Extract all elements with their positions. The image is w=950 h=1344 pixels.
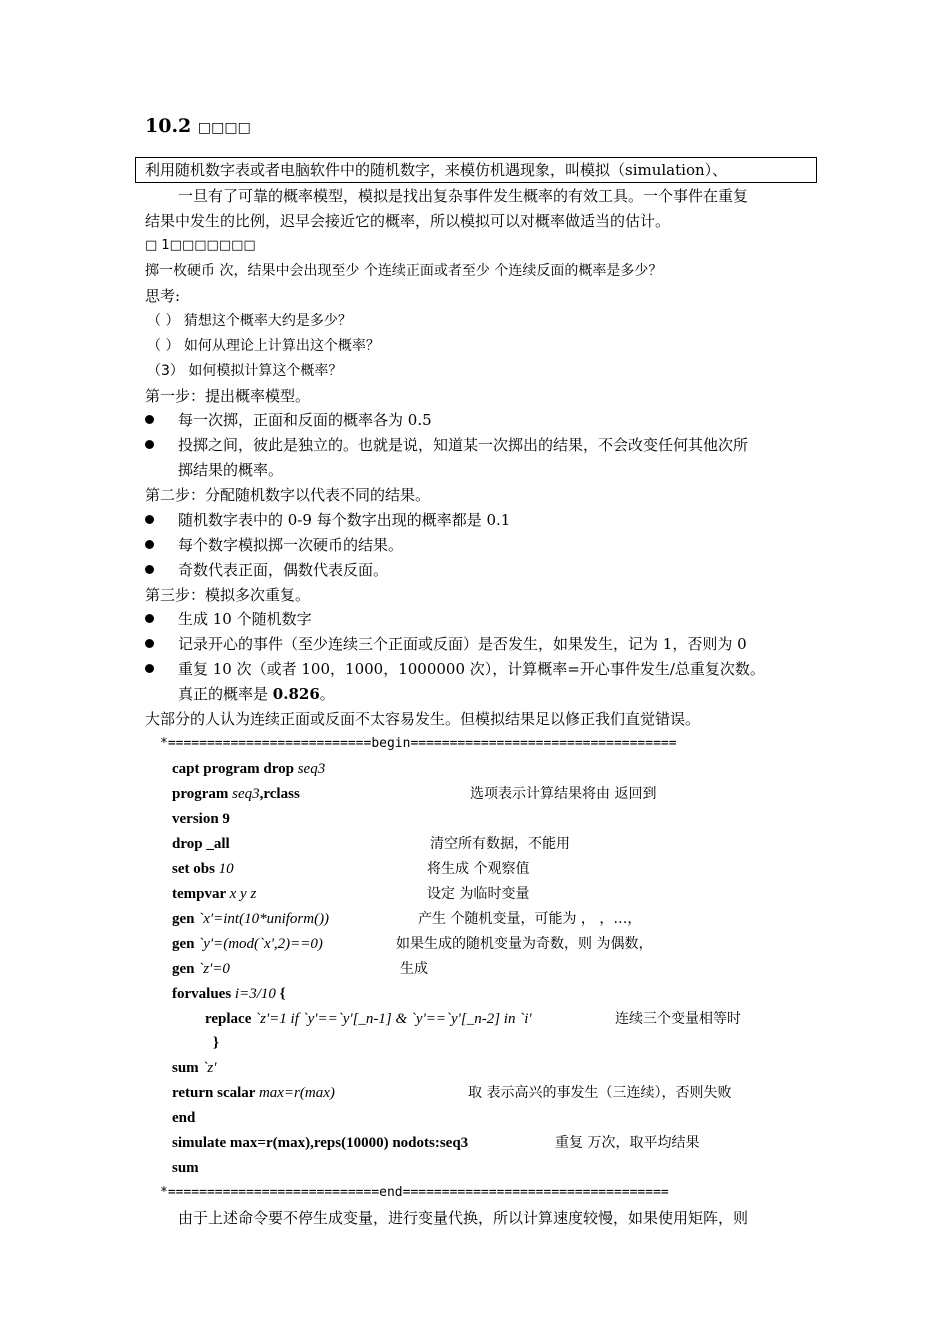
think-label: 思考: (145, 287, 181, 305)
true-probability (178, 684, 335, 704)
code-comment-5: 产生 个随机变量，可能为 ， ，…， (418, 911, 642, 927)
problem-statement: 掷一枚硬币 次，结果中会出现至少 个连续正面或者至少 个连续反面的概率是多少？ (145, 263, 663, 279)
code-line-8 (172, 934, 323, 954)
code-arg: `x'=int(10*uniform()) (198, 911, 330, 927)
code-arg: `y'=(mod(`x',2)==0) (198, 936, 323, 952)
code-keyword: end (172, 1110, 196, 1126)
step2-bullet-2: 每个数字模拟掷一次硬币的结果。 (178, 536, 404, 554)
code-keyword: gen (172, 961, 199, 977)
code-keyword: ,rclass (259, 786, 300, 802)
bullet-dot (145, 415, 154, 424)
code-comment-10: 重复 万次，取平均结果 (555, 1135, 700, 1151)
code-line-9 (172, 959, 230, 979)
code-keyword: capt program drop (172, 761, 298, 777)
code-keyword: gen (172, 936, 199, 952)
section-title-glyphs: □□□□ (197, 120, 251, 136)
code-keyword: } (213, 1035, 219, 1051)
code-keyword: { (275, 986, 286, 1002)
step3-bullet-2: 记录开心的事件（至少连续三个正面或反面）是否发生，如果发生，记为 1，否则为 0 (178, 635, 747, 653)
code-arg: max=r(max) (258, 1085, 335, 1101)
code-keyword: forvalues (172, 986, 235, 1002)
question-1: （ ） 猜想这个概率大约是多少？ (147, 313, 352, 329)
code-keyword: program (172, 786, 233, 802)
code-comment-1: 选项表示计算结果将由 返回到 (470, 786, 657, 802)
definition-text: 利用随机数字表或者电脑软件中的随机数字，来模仿机遇现象，叫模拟（simulation）、 (145, 161, 728, 179)
bullet-dot (145, 614, 154, 623)
code-line-3 (172, 809, 230, 829)
step2-bullet-1: 随机数字表中的 0-9 每个数字出现的概率都是 0.1 (178, 511, 511, 529)
code-arg: 10 (218, 861, 234, 877)
code-arg: i=3/10 (234, 986, 276, 1002)
code-line-16 (172, 1133, 468, 1153)
footer-paragraph: 由于上述命令要不停生成变量，进行变量代换，所以计算速度较慢，如果使用矩阵，则 (178, 1209, 749, 1227)
true-probability-value: 0.826 (272, 685, 320, 703)
step3-bullet-3: 重复 10 次（或者 100，1000，1000000 次），计算概率=开心事件发生/总重复次数。 (178, 660, 765, 678)
code-line-13 (172, 1058, 216, 1078)
step2-bullet-3: 奇数代表正面，偶数代表反面。 (178, 561, 389, 579)
step1-bullet-2: 投掷之间，彼此是独立的。也就是说，知道某一次掷出的结果，不会改变任何其他次所 (178, 436, 749, 454)
code-arg: seq3 (297, 761, 326, 777)
bullet-dot (145, 565, 154, 574)
code-arg: x y z (229, 886, 257, 902)
step1-bullet-2-cont: 掷结果的概率。 (178, 461, 284, 479)
bullet-dot (145, 515, 154, 524)
code-comment-9: 取 表示高兴的事发生（三连续），否则失败 (468, 1085, 732, 1101)
intro-line-2: 结果中发生的比例，迟早会接近它的概率，所以模拟可以对概率做适当的估计。 (145, 212, 671, 230)
code-line-10 (172, 984, 286, 1004)
code-keyword: version 9 (172, 811, 230, 827)
code-arg: seq3 (232, 786, 260, 802)
code-comment-2: 清空所有数据，不能用 (430, 836, 570, 852)
question-2: （ ） 如何从理论上计算出这个概率？ (147, 338, 380, 354)
bullet-dot (145, 440, 154, 449)
code-comment-6: 如果生成的随机变量为奇数，则 为偶数， (396, 936, 653, 952)
code-line-17 (172, 1158, 199, 1178)
code-arg: `z'=1 if `y'==`y'[_n-1] & `y'==`y'[_n-2] in `i' (255, 1011, 532, 1027)
code-line-6 (172, 884, 256, 904)
code-line-2 (172, 784, 300, 804)
example-label: □ 1□□□□□□□ (145, 238, 256, 253)
intro-line-1: 一旦有了可靠的概率模型，模拟是找出复杂事件发生概率的有效工具。一个事件在重复 (178, 187, 749, 205)
code-keyword: return scalar (172, 1085, 259, 1101)
step1-bullet-1: 每一次掷，正面和反面的概率各为 0.5 (178, 411, 432, 429)
code-keyword: tempvar (172, 886, 230, 902)
section-title (145, 116, 251, 138)
code-line-14 (172, 1083, 335, 1103)
true-probability-label: 真正的概率是 (178, 685, 273, 703)
code-line-12 (213, 1033, 219, 1053)
conclusion: 大部分的人认为连续正面或反面不太容易发生。但模拟结果足以修正我们直觉错误。 (145, 710, 701, 728)
code-line-5 (172, 859, 234, 879)
code-keyword: simulate max=r(max),reps(10000) nodots:seq3 (172, 1135, 469, 1151)
code-line-11 (205, 1009, 532, 1029)
code-keyword: gen (172, 911, 199, 927)
question-3: （3） 如何模拟计算这个概率？ (147, 363, 343, 379)
code-keyword: replace (205, 1011, 256, 1027)
bullet-dot (145, 639, 154, 648)
code-comment-4: 设定 为临时变量 (427, 886, 530, 902)
step2-title: 第二步：分配随机数字以代表不同的结果。 (145, 486, 431, 504)
code-keyword: sum (172, 1160, 199, 1176)
step3-bullet-1: 生成 10 个随机数字 (178, 610, 312, 628)
code-arg: `z' (202, 1060, 217, 1076)
code-keyword: drop _all (172, 836, 230, 852)
step1-title: 第一步：提出概率模型。 (145, 387, 311, 405)
code-keyword: set obs (172, 861, 219, 877)
code-line-7 (172, 909, 329, 929)
code-comment-8: 连续三个变量相等时 (615, 1011, 741, 1027)
true-probability-suffix: 。 (319, 685, 335, 703)
code-begin-marker: *==========================begin================================== (160, 736, 677, 751)
code-comment-7: 生成 (400, 961, 428, 977)
code-arg: `z'=0 (198, 961, 230, 977)
bullet-dot (145, 540, 154, 549)
code-line-1 (172, 759, 325, 779)
code-keyword: sum (172, 1060, 203, 1076)
bullet-dot (145, 664, 154, 673)
step3-title: 第三步：模拟多次重复。 (145, 586, 311, 604)
section-number: 10.2 (145, 115, 198, 137)
code-comment-3: 将生成 个观察值 (427, 861, 530, 877)
code-end-marker: *===========================end================================== (160, 1185, 669, 1200)
code-line-4 (172, 834, 230, 854)
code-line-15 (172, 1108, 195, 1128)
